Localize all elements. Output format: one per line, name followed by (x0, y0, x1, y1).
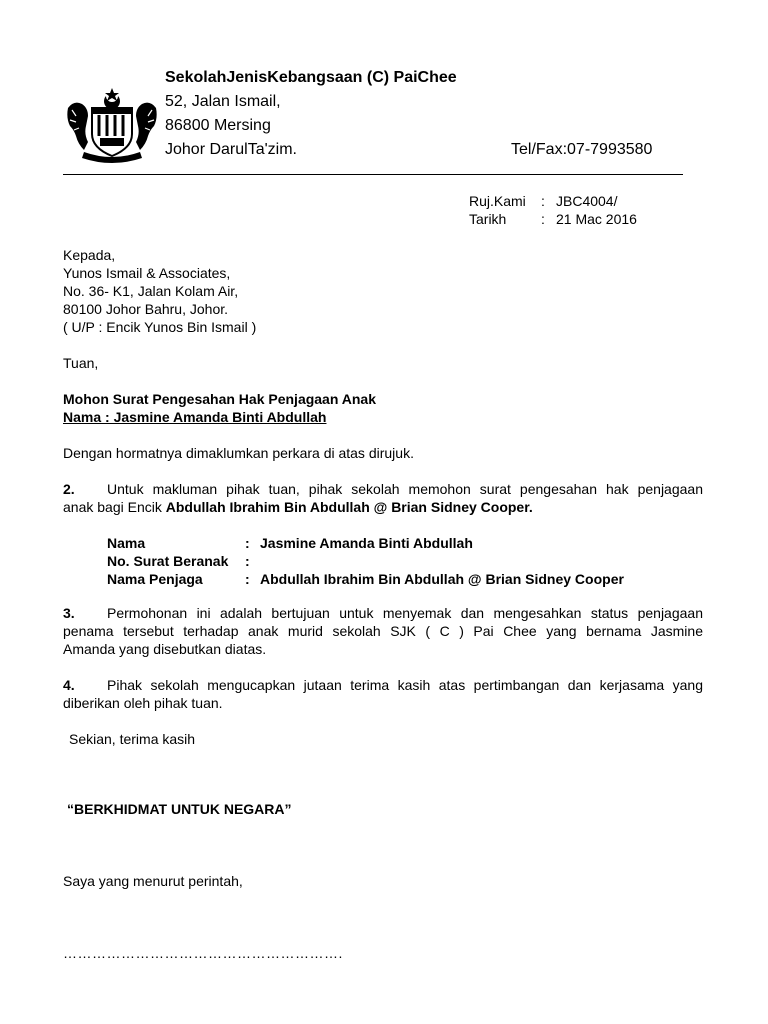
recipient-heading: Kepada, (63, 247, 116, 263)
reference-value: JBC4004/ (556, 193, 618, 209)
sign-off: Saya yang menurut perintah, (63, 873, 243, 889)
recipient-address-1: No. 36- K1, Jalan Kolam Air, (63, 283, 239, 299)
detail-separator-name: : (245, 535, 250, 551)
motto: “BERKHIDMAT UNTUK NEGARA” (67, 801, 292, 817)
telephone-fax: Tel/Fax:07-7993580 (511, 141, 653, 158)
recipient-attention: ( U/P : Encik Yunos Bin Ismail ) (63, 319, 257, 335)
coat-of-arms-logo (62, 86, 162, 166)
paragraph-2-number: 2. (63, 481, 75, 497)
date-label: Tarikh (469, 211, 507, 227)
paragraph-4-line-1: Pihak sekolah mengucapkan jutaan terima kasih atas pertimbangan dan kerjasama yang (107, 677, 703, 693)
detail-value-name: Jasmine Amanda Binti Abdullah (260, 535, 473, 551)
address-line-2: 86800 Mersing (165, 117, 271, 134)
paragraph-3-line-1: Permohonan ini adalah bertujuan untuk menyemak dan mengesahkan status penjagaan (107, 605, 703, 621)
letterhead-divider (63, 174, 683, 175)
date-separator: : (541, 211, 545, 227)
paragraph-2-line-1: Untuk makluman pihak tuan, pihak sekolah memohon surat pengesahan hak penjagaan (107, 481, 703, 497)
detail-label-birth-cert: No. Surat Beranak (107, 553, 229, 569)
paragraph-3-line-3: Amanda yang disebutkan diatas. (63, 641, 267, 657)
recipient-company: Yunos Ismail & Associates, (63, 265, 231, 281)
detail-value-guardian: Abdullah Ibrahim Bin Abdullah @ Brian Sidney Cooper (260, 571, 624, 587)
paragraph-3-number: 3. (63, 605, 75, 621)
reference-label: Ruj.Kami (469, 193, 526, 209)
paragraph-4-line-2: diberikan oleh pihak tuan. (63, 695, 223, 711)
school-name: SekolahJenisKebangsaan (C) PaiChee (165, 69, 457, 86)
address-line-1: 52, Jalan Ismail, (165, 93, 281, 110)
detail-separator-guardian: : (245, 571, 250, 587)
paragraph-2-prefix: anak bagi Encik (63, 499, 166, 515)
reference-separator: : (541, 193, 545, 209)
detail-label-name: Nama (107, 535, 146, 551)
opening-sentence: Dengan hormatnya dimaklumkan perkara di atas dirujuk. (63, 445, 414, 461)
salutation: Tuan, (63, 355, 99, 371)
detail-label-guardian: Nama Penjaga (107, 571, 203, 587)
paragraph-3-line-2: penama tersebut terhadap anak murid sekolah SJK ( C ) Pai Chee yang bernama Jasmine (63, 623, 703, 639)
detail-separator-birth-cert: : (245, 553, 250, 569)
guardian-name-inline: Abdullah Ibrahim Bin Abdullah @ Brian Sidney Cooper. (165, 499, 533, 515)
recipient-address-2: 80100 Johor Bahru, Johor. (63, 301, 229, 317)
subject-line-2: Nama : Jasmine Amanda Binti Abdullah (63, 409, 327, 425)
subject-line-1: Mohon Surat Pengesahan Hak Penjagaan Anak (63, 391, 377, 407)
closing-line: Sekian, terima kasih (69, 731, 196, 747)
paragraph-4-number: 4. (63, 677, 75, 693)
address-line-3: Johor DarulTa'zim. (165, 141, 297, 158)
paragraph-2-line-2 (63, 499, 533, 517)
signature-line: …………………………………………………. (63, 945, 343, 961)
date-value: 21 Mac 2016 (556, 211, 637, 227)
